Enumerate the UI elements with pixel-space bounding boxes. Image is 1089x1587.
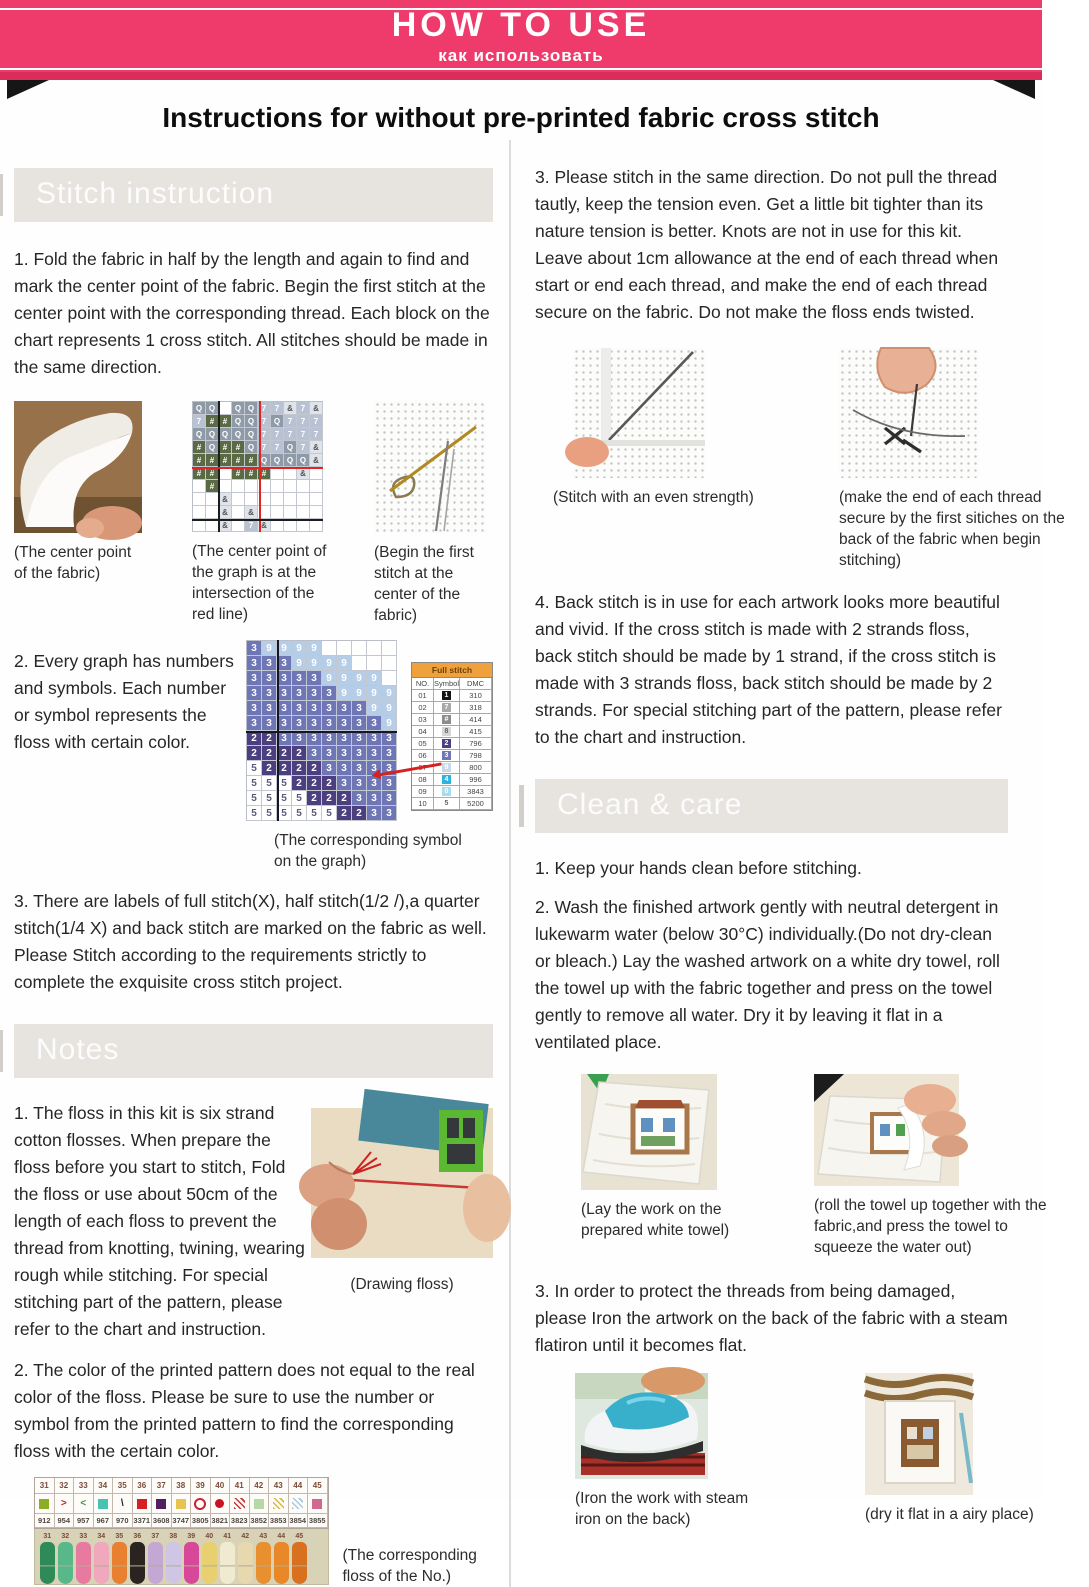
figure-caption: (The corresponding floss of the No.)	[342, 1547, 477, 1585]
iron-illustration	[575, 1373, 708, 1479]
symbol-graph-grid: 3 9 9 9 9 3 3 3 9 9 9 9 3 3 3 3 3 9 9 9 9 3 3 3 3 3 3 9 9 9 9 3 3 3 3 3 3 3 3 9 9 3 3 3 3 3 3 3 3 3 9 2 2 3 3 3 3 3 3 3 3 2 2 2 2 3 3 3 3 3 3 5 2 2 2 2 3 3 3 3 3 5 5 5 2 2 2 3 3 3 3 5 5 5 5 2 2 2 3 3 3 5 5 5 5 5 5 2 2 3 3	[246, 640, 397, 821]
right-column	[511, 140, 1065, 1587]
figure-caption: (Begin the first stitch at the center of the fabric)	[374, 544, 474, 624]
even-strength-figure	[553, 348, 773, 508]
even-strength-illustration	[573, 348, 705, 478]
fabric-fold-illustration	[14, 401, 142, 533]
dry-flat-photo	[865, 1373, 973, 1495]
clean-paragraph-1: 1. Keep your hands clean before stitching.	[535, 858, 862, 878]
thread-secure-photo	[839, 348, 979, 478]
section-notes: Notes	[14, 1024, 493, 1078]
full-stitch-table: Full stitch NO. Symbol DMC 01 1 310 02 7 318 03 # 414 04 8 415 05 2 796 06 3 798 9 800 08 4 996 09 0 3843 10 5 5200	[411, 662, 493, 811]
figure-caption: (Iron the work with steam iron on the back)	[575, 1490, 749, 1528]
symbol-graph-image	[246, 640, 397, 821]
graph-black-hline	[192, 519, 323, 521]
section-stitch-instruction: Stitch instruction	[14, 168, 493, 222]
figure-caption: (dry it flat in a airy place)	[865, 1506, 1034, 1523]
figure-caption: (The center point of the graph is at the intersection of the red line)	[192, 543, 327, 623]
roll-towel-illustration	[814, 1074, 959, 1186]
back-stitch-paragraph: 4. Back stitch is in use for each artwork looks more beautiful and vivid. If the cross stitch is made with 2 strands floss, back stitch should be made by 1 strand, if the cross stitch is made with 3 strands floss, back stitch should be made by 2 strands. For special stitching part of the pattern, please refer to the chart and instruction.	[535, 592, 1002, 747]
fabric-fold-figure	[14, 401, 142, 584]
even-strength-photo	[573, 348, 705, 478]
stitch-paragraph-2: 2. Every graph has numbers and symbols. Each number or symbol represents the floss with certain color.	[14, 651, 234, 752]
notes-paragraph-2: 2. The color of the printed pattern does not equal to the real color of the floss. Please be sure to use the number or symbol from the printed pattern to find the corresponding floss with the certain color.	[14, 1360, 475, 1461]
banner-title: HOW TO USE	[391, 6, 651, 44]
lay-towel-figure	[581, 1074, 756, 1241]
dry-flat-illustration	[865, 1373, 973, 1495]
graph2-black-hline	[246, 731, 397, 733]
graph-red-hline	[192, 467, 323, 469]
floss-chart-figure	[34, 1477, 329, 1587]
roll-towel-figure	[814, 1074, 1064, 1258]
figure-caption: (The corresponding symbol on the graph)	[274, 832, 462, 870]
banner-subtitle: как использовать	[438, 46, 604, 65]
dry-flat-figure	[865, 1373, 1055, 1525]
lay-towel-photo	[581, 1074, 717, 1190]
figure-caption: (The center point of the fabric)	[14, 544, 132, 582]
ribbon-fold-left-icon	[7, 80, 49, 99]
roll-towel-photo	[814, 1074, 959, 1186]
figure-caption: (roll the towel up together with the fabric,and press the towel to squeeze the water out)	[814, 1197, 1047, 1256]
symbol-graph-figure	[246, 640, 493, 872]
clean-paragraph-3: 3. In order to protect the threads from being damaged, please Iron the artwork on the back of the fabric with a steam flatiron until it becomes flat.	[535, 1281, 1008, 1355]
ribbon-fold-right-icon	[993, 80, 1035, 99]
graph-center-figure	[192, 401, 332, 625]
fabric-fold-photo	[14, 401, 142, 533]
header-banner	[0, 0, 1042, 80]
drawing-floss-photo	[311, 1108, 493, 1258]
left-column	[14, 140, 511, 1587]
banner-bottom-strip	[0, 72, 1042, 80]
lay-towel-illustration	[581, 1074, 717, 1190]
thread-secure-figure	[839, 348, 1089, 571]
stitch-paragraph-3-right: 3. Please stitch in the same direction. Do not pull the thread tautly, keep the tension even. Get a little bit tighter than its nature tension is better. Knots are not in use for this kit. Leave about 1cm allowance at the end of each thread when start or end each thread, and make the end of each thread secure on the fabric. Do not make the floss ends twisted.	[535, 167, 999, 322]
figure-caption: (Drawing floss)	[350, 1276, 454, 1293]
iron-figure	[575, 1373, 755, 1530]
section-clean-care: Clean & care	[535, 779, 1008, 833]
drawing-floss-illustration	[311, 1108, 493, 1258]
iron-photo	[575, 1373, 708, 1479]
stitch-paragraph-1: 1. Fold the fabric in half by the length and again to find and mark the center point of the fabric. Begin the first stitch at the center point with the corresponding thread. Each block on the chart represents 1 cross stitch. All stitches should be made in the same direction.	[14, 249, 490, 377]
first-stitch-figure	[374, 401, 494, 626]
floss-symbol-chart: 31 32 33 34 35 36 37 38 39 40 41 42 43 44 45 > < \ 912 954 957 967 970 3371 3608 3747 3805 3821 3823 3852 3853 3854 3855	[34, 1477, 329, 1529]
notes-paragraph-1: 1. The floss in this kit is six strand cotton flosses. When prepare the floss before you start to stitch, Fold the floss or use about 50cm of the length of each floss to prevent the thread from knotting, twining, wearing rough while stitching. For special stitching part of the pattern, please refer to the chart and instruction.	[14, 1103, 305, 1339]
floss-skeins-photo: 31 32 33 34 35 36 37 38 39 40 41 42 43 44 45	[34, 1529, 329, 1585]
thread-secure-illustration	[839, 348, 979, 478]
clean-paragraph-2: 2. Wash the finished artwork gently with neutral detergent in lukewarm water (below 30°C) individually.(Do not dry-clean or bleach.) Lay the washed artwork on a white dry towel, roll the towel up with the fabric together and press on the towel gently to remove all water. Dry it by leaving it flat in a ventilated place.	[535, 897, 1000, 1052]
stitch-graph-grid: Q Q Q Q 7 7 & 7 & 7 # # Q Q 7 Q 7 7 7 Q Q Q Q Q 7 7 7 7 7 # Q # # Q 7 7 Q 7 & # # # # # Q Q Q Q & # # # # # & # & & & & 7 &	[192, 401, 323, 532]
drawing-floss-figure	[311, 1108, 493, 1343]
stitch-paragraph-3: 3. There are labels of full stitch(X), half stitch(1/2 /),a quarter stitch(1/4 X) and back stitch are marked on the fabric as well. Please Stitch according to the requirements strictly to complete the exquisite cross stitch project.	[14, 891, 487, 992]
figure-caption: (Stitch with an even strength)	[553, 489, 754, 506]
figure-caption: (make the end of each thread secure by the first sitiches on the back of the fabric when begin stitching)	[839, 489, 1065, 569]
figure-caption: (Lay the work on the prepared white towel)	[581, 1201, 730, 1239]
needle-illustration	[374, 401, 486, 533]
page-title: Instructions for without pre-printed fabric cross stitch	[162, 102, 880, 133]
graph-center-image	[192, 401, 323, 532]
first-stitch-photo	[374, 401, 486, 533]
